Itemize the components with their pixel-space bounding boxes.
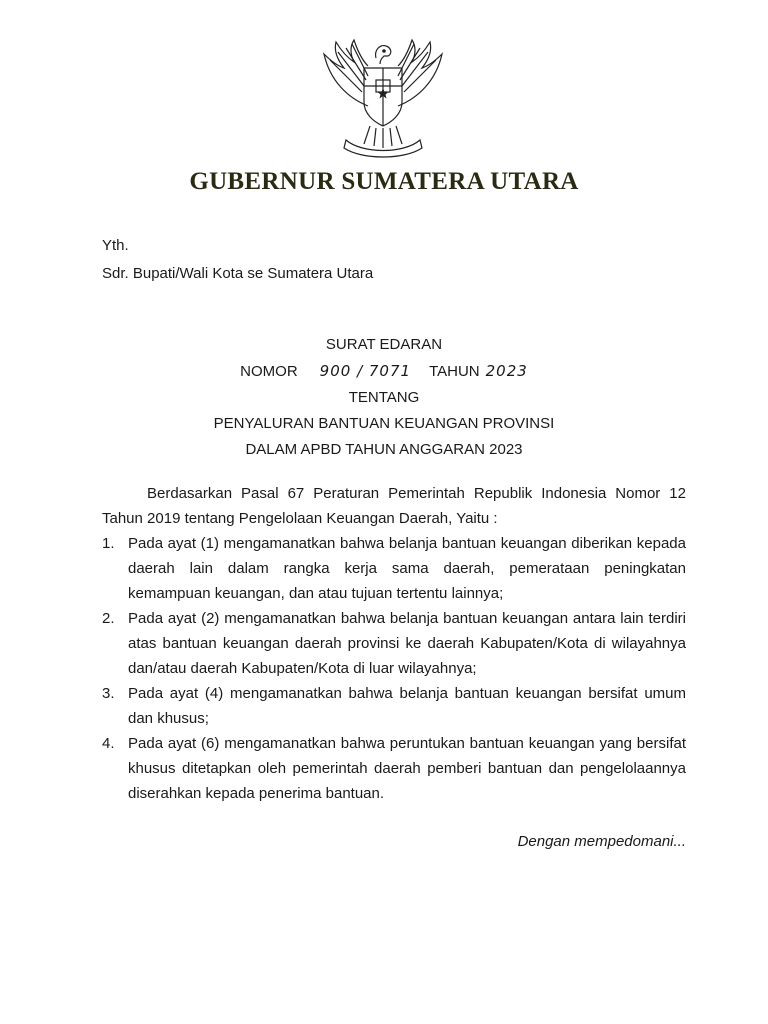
list-text: Pada ayat (6) mengamanatkan bahwa peruntukan bantuan keuangan yang bersifat khusus ditetapkan oleh pemerintah daerah pemberi bantuan dan pengelolaannya diserahkan kepada penerima bantuan. bbox=[128, 735, 686, 802]
letter-heading bbox=[0, 332, 768, 463]
subject-line-1: PENYALURAN BANTUAN KEUANGAN PROVINSI bbox=[213, 415, 555, 432]
document-number-line bbox=[0, 358, 768, 385]
nomor-label: NOMOR bbox=[240, 363, 298, 380]
list-text: Pada ayat (2) mengamanatkan bahwa belanja bantuan keuangan antara lain terdiri atas bantuan keuangan daerah provinsi ke daerah Kabupaten/Kota di wilayahnya dan/atau daerah Kabupaten/Kota di luar wilayahnya; bbox=[128, 610, 686, 677]
page-title: GUBERNUR SUMATERA UTARA bbox=[189, 168, 579, 195]
nomor-value: 900 / 7071 bbox=[319, 362, 412, 380]
list-item bbox=[102, 731, 686, 806]
recipient-block bbox=[102, 232, 373, 288]
intro-paragraph: Berdasarkan Pasal 67 Peraturan Pemerintah Republik Indonesia Nomor 12 Tahun 2019 tentang Pengelolaan Keuangan Daerah, Yaitu : bbox=[102, 485, 686, 527]
tahun-value: 2023 bbox=[485, 362, 528, 380]
garuda-emblem-icon bbox=[318, 36, 448, 162]
list-item bbox=[102, 681, 686, 731]
list-number: 1. bbox=[102, 535, 115, 552]
list-text: Pada ayat (4) mengamanatkan bahwa belanja bantuan keuangan bersifat umum dan khusus; bbox=[128, 685, 686, 727]
continuation-text: Dengan mempedomani... bbox=[517, 833, 686, 850]
list-text: Pada ayat (1) mengamanatkan bahwa belanja bantuan keuangan diberikan kepada daerah lain dalam rangka kerja sama daerah, pemerataan peningkatan kemampuan keuangan, dan atau tujuan tertentu lainnya; bbox=[128, 535, 686, 602]
tahun-label: TAHUN bbox=[429, 363, 480, 380]
list-number: 4. bbox=[102, 735, 115, 752]
list-item bbox=[102, 606, 686, 681]
list-number: 3. bbox=[102, 685, 115, 702]
list-item bbox=[102, 531, 686, 606]
recipient-name: Sdr. Bupati/Wali Kota se Sumatera Utara bbox=[102, 265, 374, 282]
list-number: 2. bbox=[102, 610, 115, 627]
subject-line-2: DALAM APBD TAHUN ANGGARAN 2023 bbox=[245, 441, 523, 458]
tentang-label: TENTANG bbox=[348, 389, 420, 406]
letter-body bbox=[102, 481, 686, 806]
document-kind: SURAT EDARAN bbox=[325, 336, 443, 353]
ayat-list bbox=[102, 531, 686, 806]
recipient-salutation: Yth. bbox=[102, 237, 129, 254]
